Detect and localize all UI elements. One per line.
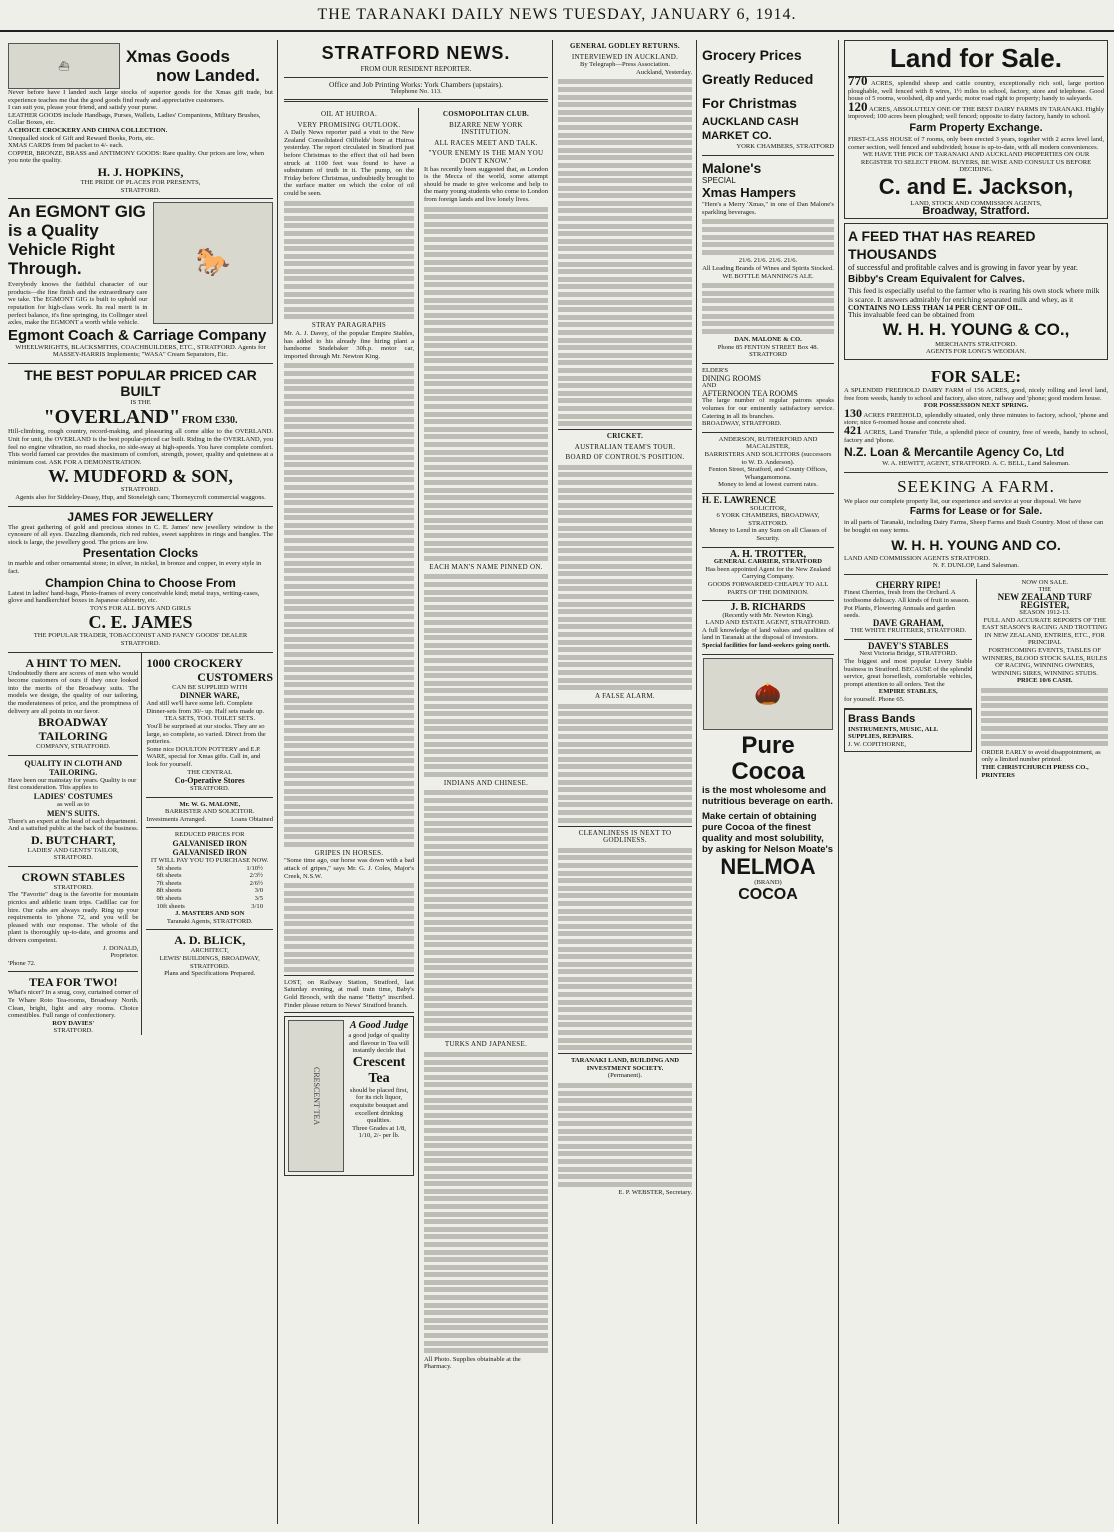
malone-solicitor-title: BARRISTER AND SOLICITOR.	[165, 808, 255, 816]
richards-body: A full knowledge of land values and qualities of land in Taranaki at the disposal of investors.	[702, 626, 834, 642]
young-co-line: LAND AND COMMISSION AGENTS STRATFORD.	[844, 554, 990, 562]
masters-agents: Taranaki Agents, STRATFORD.	[166, 917, 253, 925]
elder-line-4: AFTERNOON TEA ROOMS	[702, 388, 798, 398]
cocoa-body: Make certain of obtaining pure Cocoa of the finest quality and most solubility, by asking for Nelson Moate's	[702, 810, 834, 855]
grocery-line-1: Grocery Prices	[702, 47, 802, 63]
crockery-sub: CAN BE SUPPLIED WITH	[172, 683, 248, 691]
bank-sub: (Permanent).	[607, 1072, 643, 1080]
auckland-cash-1: AUCKLAND CASH	[702, 116, 799, 128]
iron-price-list	[146, 865, 273, 911]
column-5	[698, 40, 839, 1524]
elder-body: The large number of regular patrons speaks volumes for our eminently satisfactory service. Catering in all its branches.	[702, 397, 834, 420]
jackson-land-ad	[844, 40, 1108, 219]
iron-price-row	[146, 895, 273, 903]
crown-body: The "Favorite" drag is the favorite for mountain picnics and athletic team trips. Cadillac car for hire. Our cabs are always ready. Ring up your requirements to 'phone 72, and you will be pleased with our response. The whole of the plant is thoroughly up-to-date, and grooms and drivers competent.	[8, 891, 139, 945]
iron-price-row	[146, 872, 273, 880]
iron-sheet-price: 1/10½	[246, 864, 263, 872]
crescent-tag: should be placed first, for its rich liquor, exquisite bouquet and excellent drinking qualities.	[349, 1086, 409, 1125]
crescent-tea-ad	[284, 1016, 414, 1176]
quality-aswell: as well as to	[57, 800, 90, 808]
godley-byline: By Telegraph—Press Association.	[579, 61, 671, 69]
grocery-line-2: Greatly Reduced	[702, 71, 814, 87]
auckland-cash-2: MARKET CO.	[702, 130, 772, 142]
cosmo-p1: It has recently been suggested that, as London is the Mecca of the world, some attempt should be made to give welcome and help to the many young students who come to London from foreign lands and live lonely lives.	[424, 165, 548, 203]
gripes-text-filler	[284, 883, 414, 972]
james-toys: TOYS FOR ALL BOYS AND GIRLS	[90, 604, 191, 612]
false-alarm-heading: A FALSE ALARM.	[595, 692, 655, 701]
iron-sheet-price: 3/0	[254, 887, 263, 895]
feed-headline-1: A FEED THAT HAS REARED	[848, 228, 1036, 245]
forsale-n3: 421	[844, 422, 862, 437]
young-co-sales: N. F. DUNLOP, Land Salesman.	[933, 562, 1019, 570]
seeking-body: We place our complete property list, our experience and service at your disposal. We have	[844, 497, 1082, 505]
malone-name: DAN. MALONE & CO.	[734, 336, 802, 344]
iron-sheet-size: 9ft sheets	[156, 895, 182, 903]
nzloan-name: N.Z. Loan & Mercantile Agency Co, Ltd	[844, 445, 1065, 460]
quality-body-2: There's an expert at the head of each department. And a satisfied public at the back of the business.	[8, 817, 139, 833]
brass-body: INSTRUMENTS, MUSIC, ALL SUPPLIES, REPAIRS.	[848, 725, 938, 741]
crown-proprietor: J. DONALD,	[103, 944, 139, 952]
hopkins-p5: Unequalled stock of Gift and Reward Books, Ports, etc.	[8, 134, 155, 142]
mudford-town: STRATFORD.	[120, 486, 161, 494]
egmont-headline: An EGMONT GIG is a Quality Vehicle Right Through.	[8, 202, 146, 279]
cricket-subheading-1: AUSTRALIAN TEAM'S TOUR.	[574, 442, 676, 451]
richards-name: J. B. RICHARDS	[730, 602, 806, 614]
malone-line-2: SPECIAL	[702, 175, 736, 185]
crockery-headline-1: 1000 CROCKERY	[146, 655, 244, 670]
elder-line-3: AND	[702, 382, 717, 390]
iron-sheet-size: 5ft sheets	[156, 864, 182, 872]
graham-name: DAVE GRAHAM,	[872, 617, 944, 628]
cleanliness-text-filler	[558, 848, 692, 1050]
butchart-name: D. BUTCHART,	[31, 832, 116, 847]
stratford-office: Office and Job Printing Works: York Chambers (upstairs).	[329, 79, 503, 89]
seeking-farm-ad	[844, 473, 1108, 575]
elder-addr: BROADWAY, STRATFORD.	[702, 420, 782, 428]
register-publisher: THE CHRISTCHURCH PRESS CO., PRINTERS	[981, 763, 1089, 779]
empire-foot: for yourself. Phone 65.	[844, 696, 905, 704]
seeking-headline: SEEKING A FARM.	[897, 476, 1055, 496]
malone-banner: WE BOTTLE MANNING'S ALE.	[722, 272, 814, 280]
daveys-headline: DAVEY'S STABLES	[868, 640, 949, 651]
iron-sub: IT WILL PAY YOU TO PURCHASE NOW.	[150, 857, 269, 865]
steamship-icon: ⛴	[8, 43, 120, 89]
hopkins-headline-1: Xmas Goods	[126, 47, 230, 66]
anderson-money: Money to lend at lowest current rates.	[718, 481, 818, 489]
godley-subheading: INTERVIEWED IN AUCKLAND.	[571, 52, 679, 61]
register-body: FULL AND ACCURATE REPORTS OF THE EAST SEASON'S RACING AND TROTTING IN NEW ZEALAND, ENTRIES, ETC., FOR PRINCIPAL	[981, 616, 1108, 647]
quality-headline: QUALITY IN CLOTH AND TAILORING.	[24, 758, 123, 777]
malone-line-3: Xmas Hampers	[702, 185, 796, 201]
cosmo-indians-heading: INDIANS AND CHINESE.	[443, 778, 529, 787]
young-co-name: W. H. H. YOUNG AND CO.	[891, 536, 1061, 553]
james-ad	[8, 507, 273, 653]
james-clocks: Presentation Clocks	[82, 546, 199, 561]
iron-sheet-price: 2/6½	[249, 879, 263, 887]
horse-carriage-icon: 🐎	[153, 202, 273, 324]
nelmoa-name: NELMOA	[720, 853, 816, 879]
masthead: THE TARANAKI DAILY NEWS TUESDAY, JANUARY 6, 1914.	[0, 0, 1114, 32]
iron-head-1: GALVANISED IRON	[172, 839, 247, 849]
register-now: NOW ON SALE.	[1021, 578, 1069, 586]
broadway-name-2: TAILORING	[38, 729, 108, 744]
register-season: SEASON 1912-13.	[1019, 609, 1071, 617]
godley-dateline: Auckland, Yesterday.	[636, 68, 692, 76]
hopkins-headline-2: now Landed.	[156, 66, 260, 85]
egmont-body: Everybody knows the faithful character of our products—the fine finish and the extraordinary care we take. The EGMONT GIG is built to uphold our reputation for high-class work. Its real merit is in perfect balance, it's fine springing, its Collinger steel axles, make the EGMONT a worth while vehicle.	[8, 281, 148, 327]
crockery-body-3: Some nice DOULTON POTTERY and E.P. WARE, special for Xmas gifts. Call in, and look for yourself.	[146, 745, 261, 768]
richards-line: LAND AND ESTATE AGENT, STRATFORD.	[705, 619, 831, 627]
daveys-body: The biggest and most popular Livery Stable business in Stratford. BECAUSE of the splendid service, great horseflesh, comfortable vehicles, prompt attention to all orders. Test the	[844, 658, 973, 688]
malone-addr: Phone 85 FENTON STREET Box 48. STRATFORD	[717, 343, 819, 359]
crockery-body-2: You'll be surprised at our stocks. They are so large, so complete, so varied. Direct from the potteries.	[146, 722, 266, 746]
crown-headline: CROWN STABLES	[21, 869, 125, 884]
lawrence-title: SOLICITOR,	[750, 504, 786, 512]
land-t2: ACRES, ABSOLUTELY ONE OF THE BEST DAIRY FARMS IN TARANAKI. Highly improved; 100 acres been ploughed; well fenced; opposite to dairy factory, handy to school.	[848, 105, 1104, 121]
iron-sheet-price: 2/3½	[249, 872, 263, 880]
hopkins-p2: I can suit you, please your friend, and satisfy your purse.	[8, 104, 158, 112]
quality-body: Have been our mainstay for years. Quality is our first consideration. This applies to	[8, 776, 137, 792]
land-n2: 120	[848, 98, 868, 114]
feed-headline-2: THOUSANDS	[848, 246, 937, 263]
malone-text-filler-2	[702, 283, 834, 334]
cricket-text-filler	[558, 465, 692, 690]
iron-price-row	[146, 887, 273, 895]
blick-plans: Plans and Specifications Prepared.	[164, 970, 256, 978]
column-3	[420, 108, 553, 1524]
anderson-title: BARRISTERS AND SOLICITORS (successors to W. D. Anderson).	[704, 451, 832, 466]
brass-name: J. W. COPITHORNE,	[848, 740, 907, 748]
column-2-body	[280, 108, 419, 1524]
gripes-heading: GRIPES IN HORSES.	[314, 848, 384, 857]
mudford-name: W. MUDFORD & SON,	[48, 466, 233, 487]
iron-head-0: REDUCED PRICES FOR	[174, 831, 245, 839]
broadway-name-1: BROADWAY	[38, 715, 109, 730]
daveys-sub: Next Victoria Bridge, STRATFORD.	[859, 650, 958, 658]
hopkins-tag: THE PRIDE OF PLACES FOR PRESENTS,	[80, 178, 201, 186]
feed-obtain: This invaluable feed can be obtained from	[848, 310, 975, 320]
egmont-sub: WHEELWRIGHTS, BLACKSMITHS, COACHBUILDERS, ETC., STRATFORD. Agents for MASSEY-HARRIS Implements; "WASA" Cream Separators, Etc.	[15, 343, 266, 359]
crockery-ware: DINNER WARE,	[180, 691, 240, 701]
hint-body: Undoubtedly there are scores of men who would become customers of ours if they once looked into the merits of the Broadway suits. The models we design, the quality of our tailoring, the moderateness of price, and the promptness of delivery are all points in our favor.	[8, 669, 139, 715]
nelmoa-cocoa-ad	[702, 658, 834, 905]
malone-solicitor-left: Investments Arranged.	[146, 815, 207, 823]
forsale-n2: 130	[844, 405, 862, 420]
egmont-ad	[8, 199, 273, 364]
tea-town: STRATFORD.	[53, 1027, 93, 1035]
hopkins-town: STRATFORD.	[120, 186, 161, 194]
iron-sheet-price: 3/5	[254, 895, 263, 903]
crescent-body: a good judge of quality and flavour in Tea will instantly decide that	[348, 1032, 410, 1055]
cocoa-pods-illustration-icon: 🌰	[703, 658, 833, 730]
oil-p1: A Daily News reporter paid a visit to the New Zealand Consolidated Oilfields' bore at Huiroa yesterday. The report circulated in Stratford just before Christmas to the effect that oil had been struck at 1100 feet was found to have a substratum of truth in it. The pump, on the Friday before Christmas, undoubtedly brought to the surface matter on which the color of oil could be seen.	[284, 129, 414, 197]
cricket-subheading-2: BOARD OF CONTROL'S POSITION.	[565, 453, 685, 462]
malone-prices: 21/6. 21/6. 21/6. 21/6.	[738, 257, 798, 265]
tea-body: What's nicer? In a snug, cosy, curtained corner of Te Whare Roto Tea-rooms, Broadway North. Clean, bright, light and airy rooms. Choice comestibles. Full range of confectionery.	[8, 989, 139, 1020]
overland-ad	[8, 364, 273, 507]
masters-name: J. MASTERS AND SON	[175, 910, 245, 918]
column-6	[840, 40, 1112, 1524]
malone-solicitor-name: Mr. W. G. MALONE,	[179, 800, 241, 808]
jackson-sub: LAND, STOCK AND COMMISSION AGENTS,	[910, 199, 1042, 207]
james-headline: JAMES FOR JEWELLERY	[67, 509, 214, 524]
column-4	[554, 40, 697, 1524]
bank-sign: E. P. WEBSTER, Secretary.	[618, 1189, 692, 1197]
land-t1: ACRES, splendid sheep and cattle country, exceptionally rich soil, large portion ploughable, well fenced with 8 wires, 1½ miles to school, factory, store and telephone. Good house of 5 rooms, woolshed, dip and yards; motor road right to property; handy to saleyards.	[848, 80, 1104, 103]
oil-subheading: VERY PROMISING OUTLOOK.	[297, 120, 401, 129]
malone-solicitor-right: Loans Obtained	[231, 815, 273, 823]
auckland-cash-addr: YORK CHAMBERS, STRATFORD	[736, 143, 834, 150]
cleanliness-heading: CLEANLINESS IS NEXT TO GODLINESS.	[578, 828, 672, 845]
crockery-the: THE CENTRAL	[187, 768, 233, 776]
iron-sheet-size: 7ft sheets	[156, 879, 182, 887]
cosmo-turks-heading: TURKS AND JAPANESE.	[444, 1040, 528, 1049]
stratford-news-title: STRATFORD NEWS.	[321, 43, 511, 63]
trotter-foot: GOODS FORWARDED CHEAPLY TO ALL PARTS OF THE DOMINION.	[707, 580, 829, 596]
register-price: PRICE 10/6 CASH.	[1016, 677, 1073, 685]
cherry-headline: CHERRY RIPE!	[875, 579, 941, 590]
for-sale-ad	[844, 364, 1108, 473]
richards-sub: (Recently with Mr. Newton King).	[722, 611, 814, 619]
tea-headline: TEA FOR TWO!	[28, 975, 118, 990]
col1-right-half	[142, 653, 273, 1035]
crescent-name: Crescent Tea	[352, 1054, 406, 1086]
forsale-possession: FOR POSSESSION NEXT SPRING.	[923, 402, 1029, 410]
overland-headline: THE BEST POPULAR PRICED CAR BUILT	[24, 366, 257, 399]
coop-name: Co-Operative Stores	[174, 776, 245, 786]
elder-line-2: DINING ROOMS	[702, 373, 761, 383]
jackson-addr: Broadway, Stratford.	[922, 204, 1030, 217]
cricket-heading: CRICKET.	[606, 432, 644, 441]
land-n1: 770	[848, 73, 868, 88]
hopkins-p4: A CHOICE CROCKERY AND CHINA COLLECTION.	[8, 126, 168, 134]
trotter-name: A. H. TROTTER,	[729, 548, 807, 560]
false-alarm-text-filler	[558, 704, 692, 823]
trotter-body: Has been appointed Agent for the New Zealand Carrying Company.	[705, 565, 831, 581]
crown-phone: 'Phone 72.	[8, 959, 36, 967]
stratford-news-sub: FROM OUR RESIDENT REPORTER.	[360, 65, 472, 73]
overland-is: IS THE	[130, 398, 151, 406]
broadway-sub: COMPANY, STRATFORD.	[36, 743, 111, 751]
overland-body: Hill-climbing, rough country, record-making, and pleasuring all come alike to the OVERLAND. Unit for unit, the OVERLAND is the best popular-priced car built. Riding in the OVERLAND, you feel no engine vibration, no road shocks, no side-sway at high-speeds. You have complete comfort. This world famed car provides the maximum of comfort, strength, power, quality and quietness at a minimum cost. ASK FOR A DEMONSTRATION.	[8, 428, 273, 466]
bank-heading: TARANAKI LAND, BUILDING AND INVESTMENT SOCIETY.	[571, 1057, 679, 1072]
feed-body: of successful and profitable calves and is growing in favor year by year.	[848, 263, 1078, 273]
butchart-sub: LADIES' AND GENTS' TAILOR, STRATFORD.	[27, 846, 119, 862]
cosmo-text-filler-2	[424, 574, 548, 776]
land-exchange-body: FIRST-CLASS HOUSE of 7 rooms, only been erected 3 years, together with 2 acres level land, corner section, well fenced and subdivided; house is up-to-date, with all modern conveniences.	[848, 135, 1104, 151]
nzloan-agent: W. A. HEWITT, AGENT, STRATFORD. A. C. BELL, Land Salesman.	[882, 460, 1070, 468]
cherry-body: Finest Cherries, fresh from the Orchard. A toothsome delicacy. All kinds of fruit in season. Pot Plants, Flowering Annuals and garden seeds.	[844, 589, 970, 620]
malone-quote: "Here's a Merry 'Xmas," in one of Dan Malone's sparkling beverages.	[702, 201, 834, 216]
land-headline: Land for Sale.	[848, 44, 1104, 77]
stray-p1: Mr. A. J. Davey, of the popular Empire Stables, has added to his already fine hiring plant a handsome Studebaker 30h.p. motor car, imported through Mr. Newton King.	[284, 330, 414, 360]
james-china: Champion China to Choose From	[45, 575, 236, 590]
hopkins-ad	[8, 40, 273, 199]
iron-sheet-size: 10ft sheets	[156, 902, 185, 910]
iron-sheet-size: 8ft sheets	[156, 887, 182, 895]
bank-text-filler	[558, 1083, 692, 1187]
young-merchants: MERCHANTS STRATFORD.	[935, 340, 1017, 348]
tea-name: ROY DAVIES'	[52, 1019, 95, 1027]
crown-role: Proprietor.	[110, 952, 139, 960]
empire-name: EMPIRE STABLES,	[878, 688, 938, 696]
james-china-body: Latest in ladies' hand-bags, Photo-frames of every conceivable kind; metal trays, writing-cases, glove and handkerchief boxes in Japanese cabinetry, etc.	[8, 589, 260, 605]
iron-sheet-price: 3/10	[251, 902, 263, 910]
register-the: THE	[1038, 586, 1052, 594]
nelmoa-sub: (BRAND)	[754, 878, 782, 886]
col3-footer: All Photo. Supplies obtainable at the Pharmacy.	[424, 1355, 521, 1371]
james-body: The great gathering of gold and precious stones in C. E. James' new jewellery window is the cynosure of all eyes. Dazzling diamonds, rich red rubies, sweet sapphires in rings and bangles. The stock is large, the jewellery good. The prices are low.	[8, 523, 273, 546]
crescent-price: Three Grades at 1/8, 1/10, 2/- per lb.	[352, 1124, 406, 1140]
overland-name: "OVERLAND"	[43, 406, 181, 429]
feed-product: Bibby's Cream Equivalent for Calves.	[848, 273, 1025, 285]
crockery-tea: TEA SETS, TOO. TOILET SETS.	[164, 715, 256, 723]
seeking-sub: Farms for Lease or for Sale.	[909, 506, 1043, 518]
register-name-1: NEW ZEALAND TURF	[997, 591, 1092, 602]
hopkins-p1: Never before have I landed such large stocks of superior goods for the Xmas gift trade, but experience teaches me that the good goods find ready and appreciative customers.	[8, 89, 273, 104]
forsale-p1: A SPLENDID FREEHOLD DAIRY FARM of 156 ACRES, good, nicely rolling and level land, free from weeds, handy to school and factory, also store, railway and 'phone; good modern house.	[844, 387, 1108, 402]
blick-addr: LEWIS' BUILDINGS, BROADWAY, STRATFORD.	[159, 955, 260, 970]
cosmo-subheading-2: ALL RACES MEET AND TALK.	[434, 138, 538, 147]
anderson-addr: Fenton Street, Stratford, and County Offices, Whangamomona.	[708, 466, 828, 481]
cocoa-brand: Pure Cocoa	[731, 731, 805, 785]
feed-contains: CONTAINS NO LESS THAN 14 PER CENT OF OIL.	[848, 302, 1023, 312]
forsale-headline: FOR SALE:	[930, 367, 1022, 386]
hopkins-p3: LEATHER GOODS include Handbags, Purses, Wallets, Ladies' Companions, Military Brushes, Collar Boxes, etc.	[8, 111, 261, 127]
register-order: ORDER EARLY to avoid disappointment, as only a limited number printed.	[981, 748, 1101, 764]
hopkins-name: H. J. HOPKINS,	[97, 164, 184, 179]
quality-mens: MEN'S SUITS.	[46, 808, 100, 818]
nelmoa-cocoa: COCOA	[738, 886, 798, 904]
grocery-line-3: For Christmas	[702, 95, 797, 111]
iron-head-2: GALVANISED IRON	[172, 848, 247, 858]
iron-sheet-size: 6ft sheets	[156, 872, 182, 880]
godley-heading: GENERAL GODLEY RETURNS.	[570, 42, 680, 50]
iron-price-row	[146, 865, 273, 873]
oil-text-filler	[284, 201, 414, 320]
lawrence-money: Money to Lend in any Sum on all Classes of Security.	[709, 527, 827, 542]
overland-price: FROM £330.	[181, 415, 238, 427]
trotter-title: GENERAL CARRIER, STRATFORD	[713, 558, 823, 566]
egmont-name: Egmont Coach & Carriage Company	[8, 326, 267, 344]
godley-text-filler	[558, 79, 692, 426]
brass-bands-ad	[844, 709, 972, 753]
forsale-t3: ACRES, Land Transfer Title, a splendid piece of country, free of weeds, handy to school, factory and 'phone.	[844, 428, 1108, 444]
col1-left-half	[8, 653, 142, 1035]
james-clocks-body: in marble and other ornamental stone; in silver, in nickel, in bronze and copper, in every style in fact.	[8, 560, 262, 575]
lawrence-name: H. E. LAWRENCE	[702, 494, 777, 505]
elder-line-1: ELDER'S	[702, 367, 729, 375]
iron-price-row	[146, 903, 273, 911]
malone-stocked: All Leading Brands of Wines and Spirits Stocked.	[702, 264, 834, 272]
mudford-agents: Agents also for Siddeley-Deasy, Hup, and Stoneleigh cars; Thorneycroft commercial waggons.	[15, 494, 266, 502]
crescent-pack-label: CRESCENT TEA	[311, 1067, 321, 1126]
hopkins-p7: COPPER, BRONZE, BRASS and ANTIMONY GOODS: Rare quality. Our prices are low, when you note the quality.	[8, 149, 265, 165]
gripes-p1: "Some time ago, our horse was down with a bad attack of gripes," says Mr. G. J. Coles, Major's Creek, N.S.W.	[284, 857, 414, 880]
forsale-t2: ACRES FREEHOLD, splendidly situated, only three minutes to factory, school, 'phone and store; nice 6-roomed house and concrete shed.	[844, 411, 1108, 427]
land-pick: WE HAVE THE PICK OF TARANAKI AND AUCKLAND PROPERTIES ON OUR REGISTER TO SELECT FROM. BUYERS, BE WISE AND CONSULT US BEFORE DECIDING.	[860, 151, 1092, 174]
col6-right-half	[977, 579, 1108, 779]
stratford-phone: Telephone No. 113.	[390, 88, 442, 96]
blick-name: A. D. BLICK,	[174, 933, 246, 948]
cosmo-text-filler-4	[424, 1052, 548, 1353]
cosmo-text-filler-3	[424, 790, 548, 1038]
register-text-filler	[981, 688, 1108, 746]
graham-sub: THE WHITE FRUITERER, STRATFORD.	[850, 627, 967, 635]
cosmo-subheading-3: "YOUR ENEMY IS THE MAN YOU DON'T KNOW."	[428, 149, 544, 165]
crockery-headline-2: CUSTOMERS	[197, 669, 273, 684]
crockery-body: And still we'll have some left. Complete Dinner-sets from 30/- up. Half sets made up.	[146, 700, 265, 715]
tea-man-illustration-icon	[288, 1020, 344, 1172]
land-exchange: Farm Property Exchange.	[909, 121, 1043, 134]
anderson-name: ANDERSON, RUTHERFORD AND MACALISTER,	[718, 435, 818, 451]
jackson-name: C. and E. Jackson,	[878, 173, 1074, 199]
malone-line-1: Malone's	[702, 159, 762, 176]
seeking-body-2: in all parts of Taranaki, including Dairy Farms, Sheep Farms and Bush Country. Most of these can be bought on easy terms.	[844, 519, 1104, 534]
malone-text-filler	[702, 219, 834, 254]
coop-town: STRATFORD.	[190, 785, 230, 793]
bibby-feed-ad	[844, 223, 1108, 360]
hopkins-p6: XMAS CARDS from 9d packet to 4/- each.	[8, 142, 124, 150]
james-town: STRATFORD.	[120, 639, 161, 647]
stray-heading: STRAY PARAGRAPHS	[311, 321, 387, 330]
cosmo-names-heading: EACH MAN'S NAME PINNED ON.	[429, 562, 543, 571]
richards-special: Special facilities for land-seekers going north.	[702, 642, 831, 650]
james-trade: THE POPULAR TRADER, TOBACCONIST AND FANCY GOODS' DEALER	[33, 632, 248, 640]
crescent-headline: A Good Judge	[349, 1020, 409, 1032]
james-name: C. E. JAMES	[88, 612, 193, 633]
quality-ladies: LADIES' COSTUMES	[33, 791, 113, 801]
iron-price-row	[146, 880, 273, 888]
brass-headline: Brass Bands	[848, 712, 916, 725]
lost-notice: LOST, on Railway Station, Stratford, last Saturday evening, at mail train time, Baby's Gold Brooch, with the name "Betty" inscribed. Finder please return to News' Stratford branch.	[284, 978, 414, 1009]
cocoa-tag: is the most wholesome and nutritious beverage on earth.	[702, 784, 833, 807]
young-name: W. H. H. YOUNG & CO.,	[882, 319, 1070, 339]
feed-body-2: This feed is especially useful to the farmer who is rearing his own stock where milk is scarce. It answers admirably for enriching separated milk and whey, as it	[848, 285, 1100, 304]
register-list: FORTHCOMING EVENTS, TABLES OF WINNERS, BLOOD STOCK SALES, RULES OF RACING, WINNING OWNERS, WINNING SIRES, WINNING STUDS.	[982, 647, 1108, 677]
crown-town: STRATFORD.	[53, 883, 93, 891]
blick-title: ARCHITECT,	[190, 947, 229, 955]
register-name-2: REGISTER,	[1020, 599, 1070, 610]
lawrence-addr: 6 YORK CHAMBERS, BROADWAY, STRATFORD.	[716, 512, 820, 527]
hint-headline: A HINT TO MEN.	[25, 655, 121, 670]
young-agents: AGENTS FOR LONG'S WEODIAN.	[926, 348, 1026, 356]
cosmo-text-filler-1	[424, 207, 548, 561]
stray-text-filler	[284, 363, 414, 846]
oil-heading: OIL AT HUIROA.	[320, 110, 378, 118]
cosmo-subheading-1: BIZARRE NEW YORK INSTITUTION.	[449, 120, 523, 137]
col6-left-half	[844, 579, 977, 779]
column-1	[4, 40, 278, 1524]
cosmo-heading: COSMOPOLITAN CLUB.	[442, 110, 530, 118]
